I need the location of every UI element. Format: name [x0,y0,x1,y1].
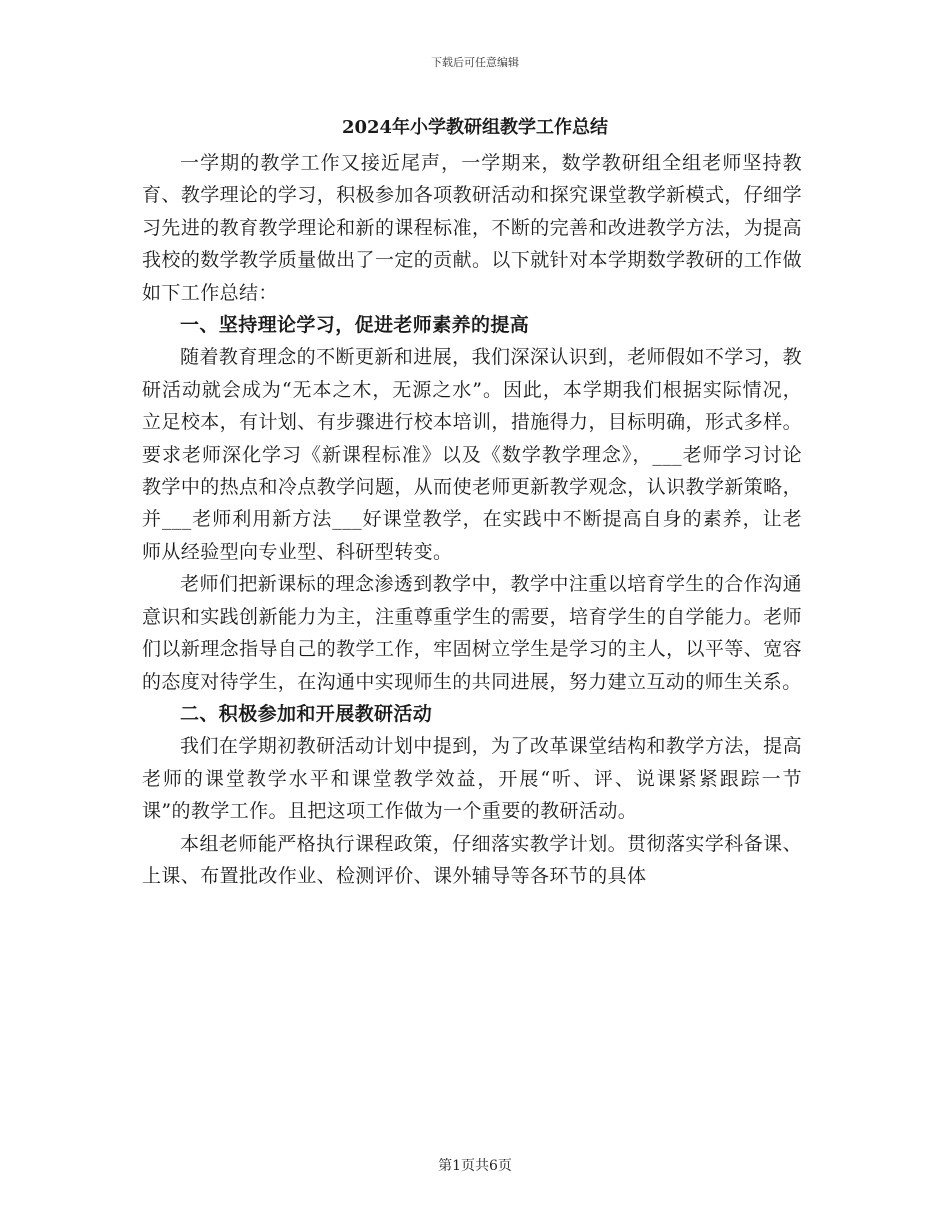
section-2-paragraph-2: 本组老师能严格执行课程政策，仔细落实教学计划。贯彻落实学科备课、上课、布置批改作业、检测评价、课外辅导等各环节的具体 [142,832,802,887]
intro-paragraph: 一学期的教学工作又接近尾声，一学期来，数学教研组全组老师坚持教育、教学理论的学习，积极参加各项教研活动和探究课堂教学新模式，仔细学习先进的教育教学理论和新的课程标准，不断的完善和改进教学方法，为提高我校的数学教学质量做出了一定的贡献。以下就针对本学期数学教研的工作做如下工作总结： [142,152,802,304]
document-title: 2024年小学教研组教学工作总结 [341,117,609,138]
header-note: 下载后可任意编辑 [431,56,519,69]
section-1-paragraph-1: 随着教育理念的不断更新和进展，我们深深认识到，老师假如不学习，教研活动就会成为“无本之木，无源之水”。因此，本学期我们根据实际情况，立足校本，有计划、有步骤进行校本培训，措施得力，目标明确，形式多样。要求老师深化学习《新课程标准》以及《数学教学理念》，___老师学习讨论教学中的热点和冷点教学问题，从而使老师更新教学观念，认识教学新策略，并___老师利用新方法___好课堂教学，在实践中不断提高自身的素养，让老师从经验型向专业型、科研型转变。 [142,346,802,563]
section-1-heading: 一、坚持理论学习，促进老师素养的提高 [180,314,530,337]
section-2-heading: 二、积极参加和开展教研活动 [180,702,433,725]
page-indicator: 第1页共6页 [438,1158,512,1174]
document-body [142,147,802,892]
section-1-paragraph-2: 老师们把新课标的理念渗透到教学中，教学中注重以培育学生的合作沟通意识和实践创新能力为主，注重尊重学生的需要，培育学生的自学能力。老师们以新理念指导自己的教学工作，牢固树立学生是学习的主人，以平等、宽容的态度对待学生，在沟通中实现师生的共同进展，努力建立互动的师生关系。 [142,573,802,693]
section-2-paragraph-1: 我们在学期初教研活动计划中提到，为了改革课堂结构和教学方法，提高老师的课堂教学水平和课堂教学效益，开展“听、评、说课紧紧跟踪一节课”的教学工作。且把这项工作做为一个重要的教研活动。 [142,735,802,823]
